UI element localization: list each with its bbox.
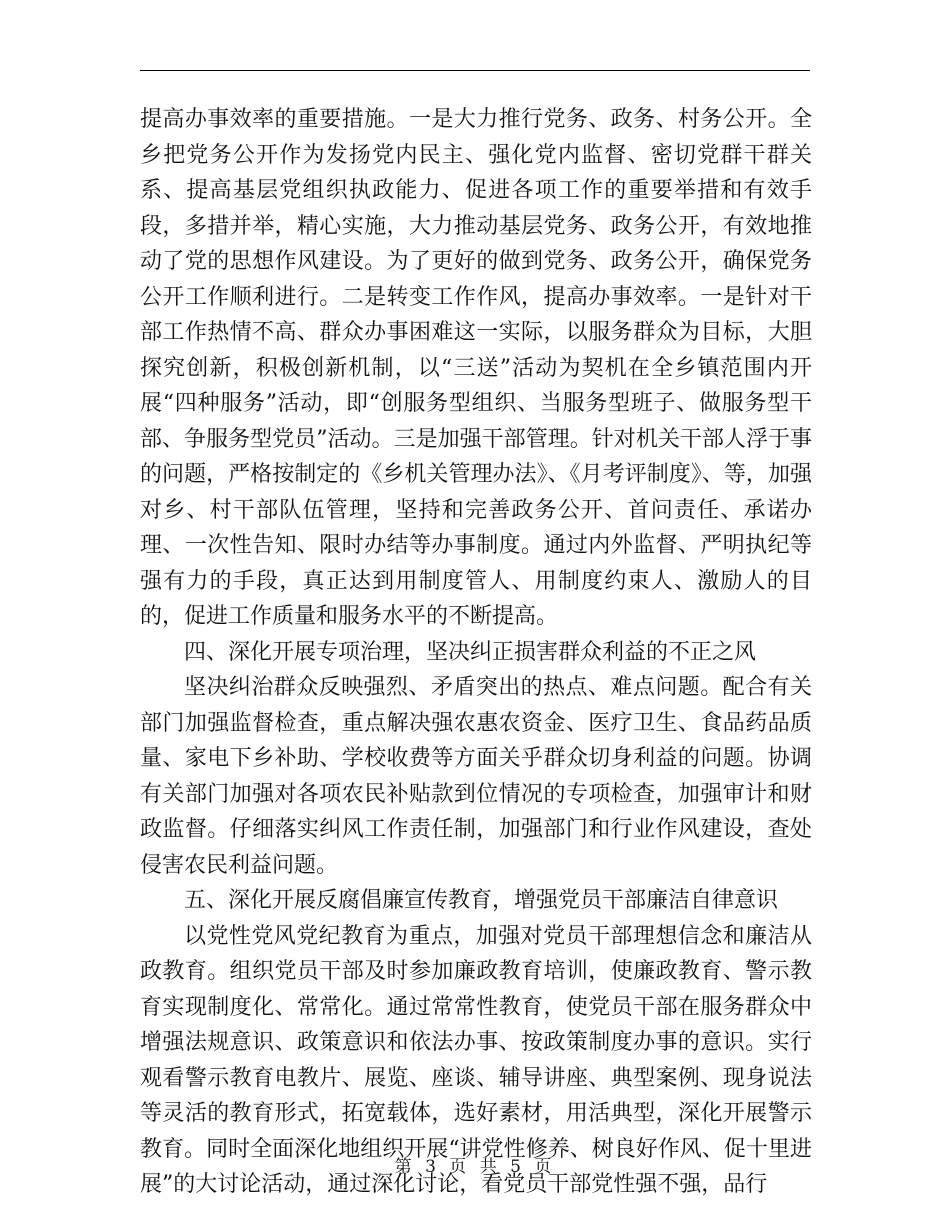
page-footer: 第 3 页 共 5 页: [394, 1157, 556, 1177]
section-heading-5: 五、深化开展反腐倡廉宣传教育，增强党员干部廉洁自律意识: [184, 888, 779, 913]
document-body: [140, 102, 812, 1203]
section-heading-4: 四、深化开展专项治理，坚决纠正损害群众利益的不正之风: [184, 639, 757, 665]
paragraph-body-3: 以党性党风党纪教育为重点，加强对党员干部理想信念和廉洁从政教育。组织党员干部及时参加廉政教育培训，使廉政教育、警示教育实现制度化、常常化。通过常常性教育，使党员干部在服务群众中增强法规意识、政策意识和依法办事、按政策制度办事的意识。实行观看警示教育电教片、展览、座谈、辅导讲座、典型案例、现身说法等灵活的教育形式，拓宽载体，选好素材，用活典型，深化开展警示教育。同时全面深化地组织开展“讲党性修养、树良好作风、促十里进展”的大讨论活动，通过深化讨论，看党员干部党性强不强，品行: [140, 923, 812, 1197]
paragraph-body-1: 提高办事效率的重要措施。一是大力推行党务、政务、村务公开。全乡把党务公开作为发扬党内民主、强化党内监督、密切党群干群关系、提高基层党组织执政能力、促进各项工作的重要举措和有效手段，多措并举，精心实施，大力推动基层党务、政务公开，有效地推动了党的思想作风建设。为了更好的做到党务、政务公开，确保党务公开工作顺利进行。二是转变工作作风，提高办事效率。一是针对干部工作热情不高、群众办事困难这一实际，以服务群众为目标，大胆探究创新，积极创新机制，以“三送”活动为契机在全乡镇范围内开展“四种服务”活动，即“创服务型组织、当服务型班子、做服务型干部、争服务型党员”活动。三是加强干部管理。针对机关干部人浮于事的问题，严格按制定的《乡机关管理办法》、《月考评制度》、等，加强对乡、村干部队伍管理，坚持和完善政务公开、首问责任、承诺办理、一次性告知、限时办结等办事制度。通过内外监督、严明执纪等强有力的手段，真正达到用制度管人、用制度约束人、激励人的目的，促进工作质量和服务水平的不断提高。: [140, 107, 812, 629]
paragraph-body-2: 坚决纠治群众反映强烈、矛盾突出的热点、难点问题。配合有关部门加强监督检查，重点解决强农惠农资金、医疗卫生、食品药品质量、家电下乡补助、学校收费等方面关乎群众切身利益的问题。协调有关部门加强对各项农民补贴款到位情况的专项检查，加强审计和财政监督。仔细落实纠风工作责任制，加强部门和行业作风建设，查处侵害农民利益问题。: [140, 675, 812, 878]
header-rule: [140, 70, 810, 71]
